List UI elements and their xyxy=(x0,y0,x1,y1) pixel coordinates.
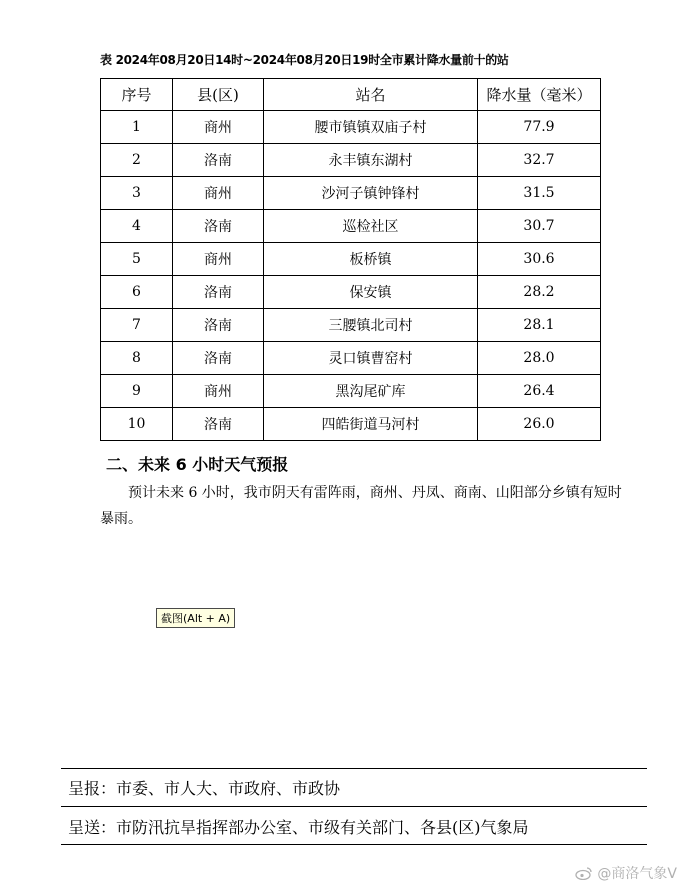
cell-county: 洛南 xyxy=(173,276,264,309)
cell-index: 8 xyxy=(101,342,173,375)
header-precipitation: 降水量（毫米） xyxy=(478,79,601,111)
cell-station: 保安镇 xyxy=(264,276,478,309)
cell-county: 洛南 xyxy=(173,342,264,375)
cell-index: 5 xyxy=(101,243,173,276)
cell-station: 黑沟尾矿库 xyxy=(264,375,478,408)
divider-middle xyxy=(61,806,647,807)
watermark-text: @商洛气象V xyxy=(597,866,677,882)
forecast-paragraph: 预计未来 6 小时，我市阴天有雷阵雨，商州、丹凤、商南、山阳部分乡镇有短时暴雨。 xyxy=(100,485,622,527)
cell-county: 洛南 xyxy=(173,144,264,177)
table-header-row xyxy=(101,79,601,111)
divider-bottom xyxy=(61,844,647,845)
cell-index: 3 xyxy=(101,177,173,210)
cell-precipitation: 77.9 xyxy=(478,111,601,144)
cell-index: 10 xyxy=(101,408,173,441)
cell-index: 1 xyxy=(101,111,173,144)
cell-station: 腰市镇镇双庙子村 xyxy=(264,111,478,144)
table-row xyxy=(101,375,601,408)
cell-index: 9 xyxy=(101,375,173,408)
send-to-line: 呈送：市防汛抗旱指挥部办公室、市级有关部门、各县(区)气象局 xyxy=(68,818,529,837)
section-title: 二、未来 6 小时天气预报 xyxy=(106,455,289,474)
table-caption: 表 2024年08月20日14时~2024年08月20日19时全市累计降水量前十的站 xyxy=(100,53,509,67)
cell-precipitation: 30.6 xyxy=(478,243,601,276)
cell-county: 洛南 xyxy=(173,408,264,441)
cell-station: 板桥镇 xyxy=(264,243,478,276)
cell-county: 商州 xyxy=(173,375,264,408)
precipitation-table xyxy=(100,78,601,441)
table-row xyxy=(101,144,601,177)
header-index: 序号 xyxy=(101,79,173,111)
cell-precipitation: 30.7 xyxy=(478,210,601,243)
cell-precipitation: 32.7 xyxy=(478,144,601,177)
cell-county: 商州 xyxy=(173,111,264,144)
header-station: 站名 xyxy=(264,79,478,111)
table-row xyxy=(101,342,601,375)
cell-precipitation: 28.1 xyxy=(478,309,601,342)
cell-precipitation: 28.0 xyxy=(478,342,601,375)
cell-county: 洛南 xyxy=(173,210,264,243)
cell-index: 6 xyxy=(101,276,173,309)
cell-county: 洛南 xyxy=(173,309,264,342)
cell-station: 巡检社区 xyxy=(264,210,478,243)
weibo-icon xyxy=(575,866,593,880)
cell-county: 商州 xyxy=(173,177,264,210)
cell-station: 永丰镇东湖村 xyxy=(264,144,478,177)
cell-precipitation: 26.4 xyxy=(478,375,601,408)
screenshot-tooltip: 截图(Alt + A) xyxy=(156,608,235,628)
cell-station: 沙河子镇钟锋村 xyxy=(264,177,478,210)
table-row xyxy=(101,177,601,210)
table-row xyxy=(101,276,601,309)
table-row xyxy=(101,111,601,144)
cell-index: 4 xyxy=(101,210,173,243)
cell-county: 商州 xyxy=(173,243,264,276)
cell-precipitation: 31.5 xyxy=(478,177,601,210)
cell-station: 灵口镇曹窑村 xyxy=(264,342,478,375)
report-to-line: 呈报：市委、市人大、市政府、市政协 xyxy=(68,779,341,798)
cell-index: 7 xyxy=(101,309,173,342)
cell-station: 四皓街道马河村 xyxy=(264,408,478,441)
table-row xyxy=(101,210,601,243)
cell-index: 2 xyxy=(101,144,173,177)
header-county: 县(区) xyxy=(173,79,264,111)
table-row xyxy=(101,243,601,276)
cell-precipitation: 26.0 xyxy=(478,408,601,441)
watermark xyxy=(575,863,677,883)
divider-top xyxy=(61,768,647,769)
cell-precipitation: 28.2 xyxy=(478,276,601,309)
table-row xyxy=(101,408,601,441)
table-row xyxy=(101,309,601,342)
cell-station: 三腰镇北司村 xyxy=(264,309,478,342)
